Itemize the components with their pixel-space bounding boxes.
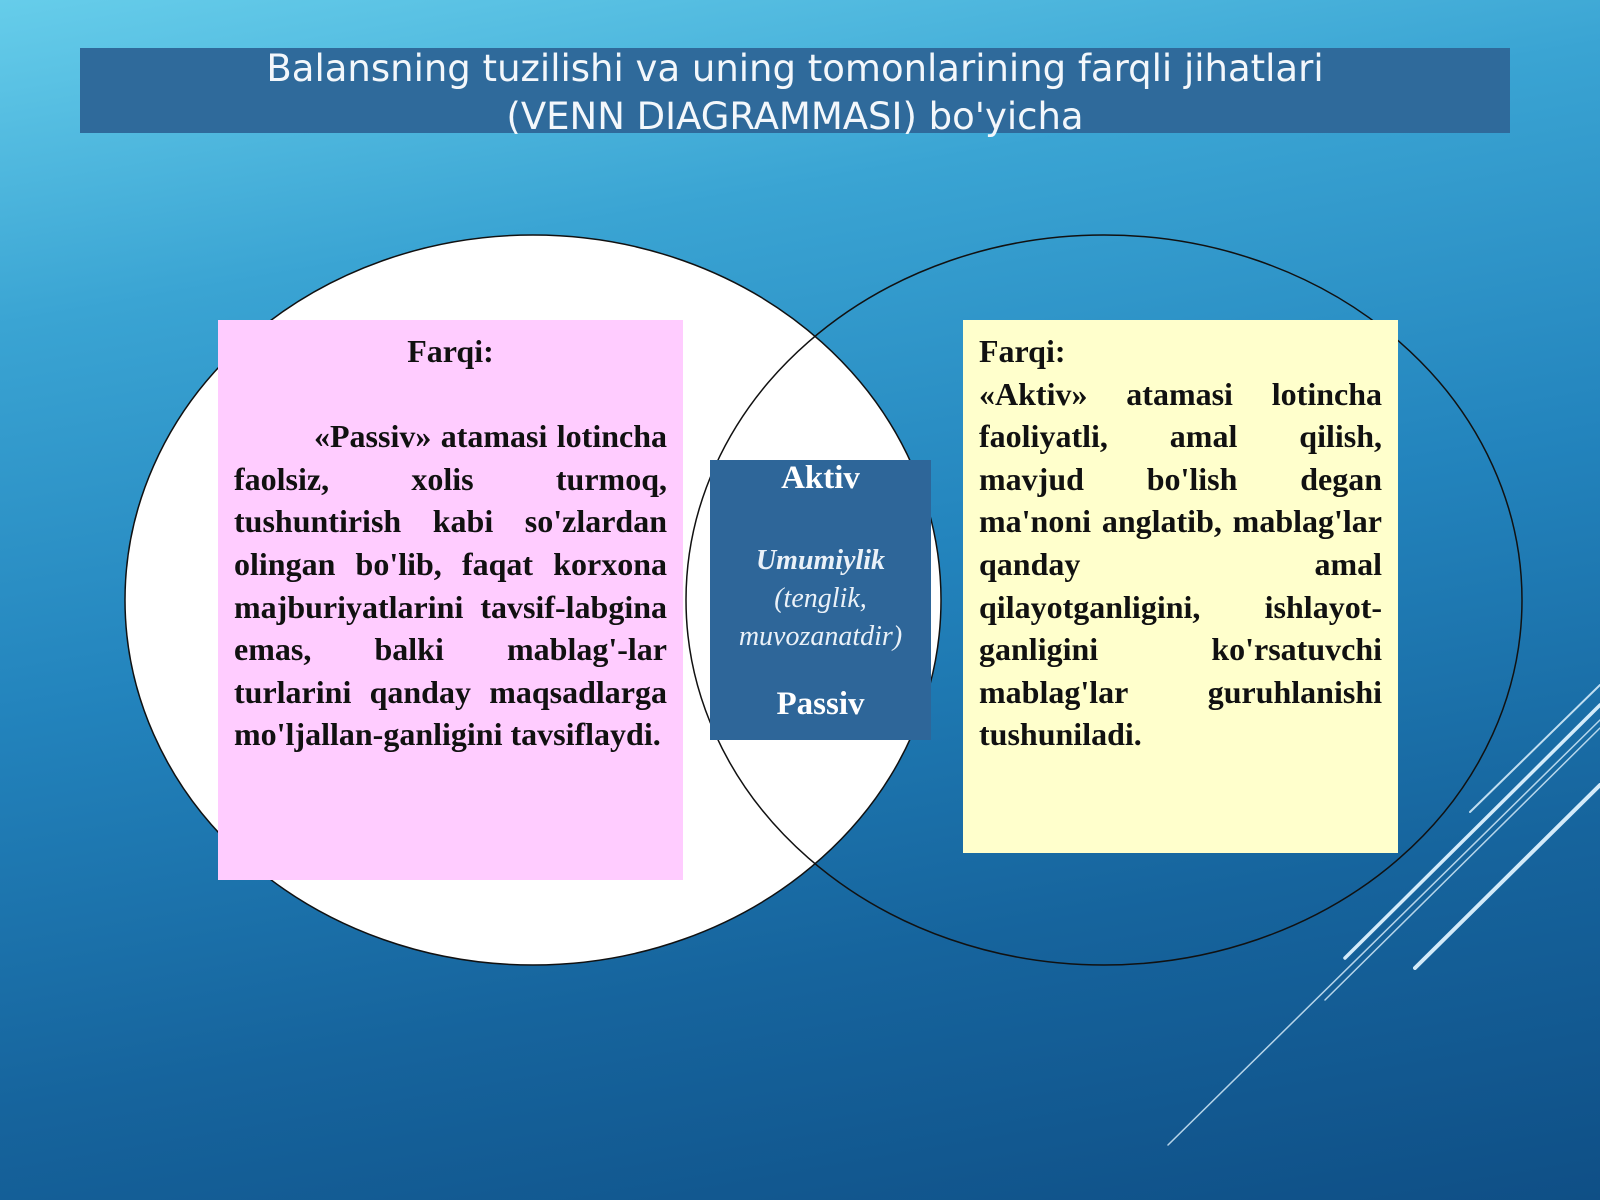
common-passiv-label: Passiv <box>776 686 865 722</box>
common-note-text: (tenglik, muvozanatdir) <box>738 583 903 652</box>
passiv-difference-text: «Passiv» atamasi lotincha faolsiz, xolis turmoq, tushuntirish kabi so'zlardan olingan bo'lib, faqat korxona majburiyatlarini tavsif-labgina emas, balki mablag'-lar turlarini qanday maqsadlarga mo'ljallan-ganligini tavsiflaydi. <box>234 418 667 753</box>
common-label: Umumiylik <box>755 545 886 576</box>
common-box <box>710 460 931 740</box>
title-line-2: (VENN DIAGRAMMASI) bo'yicha <box>506 95 1084 138</box>
aktiv-difference-text: «Aktiv» atamasi lotincha faoliyatli, amal qilish, mavjud bo'lish degan ma'noni anglatib, mablag'lar qanday amal qilayotganligini, ishlayot-ganligini ko'rsatuvchi mablag'lar guruhlanishi tushuniladi. <box>979 375 1382 753</box>
common-note <box>710 542 931 656</box>
aktiv-difference-box <box>963 320 1398 853</box>
passiv-difference-box <box>218 320 683 880</box>
common-aktiv-label: Aktiv <box>781 460 860 496</box>
passiv-difference-heading: Farqi: <box>407 333 494 369</box>
aktiv-difference-heading: Farqi: <box>979 333 1066 369</box>
title-line-1: Balansning tuzilishi va uning tomonlarining farqli jihatlari <box>266 47 1324 90</box>
